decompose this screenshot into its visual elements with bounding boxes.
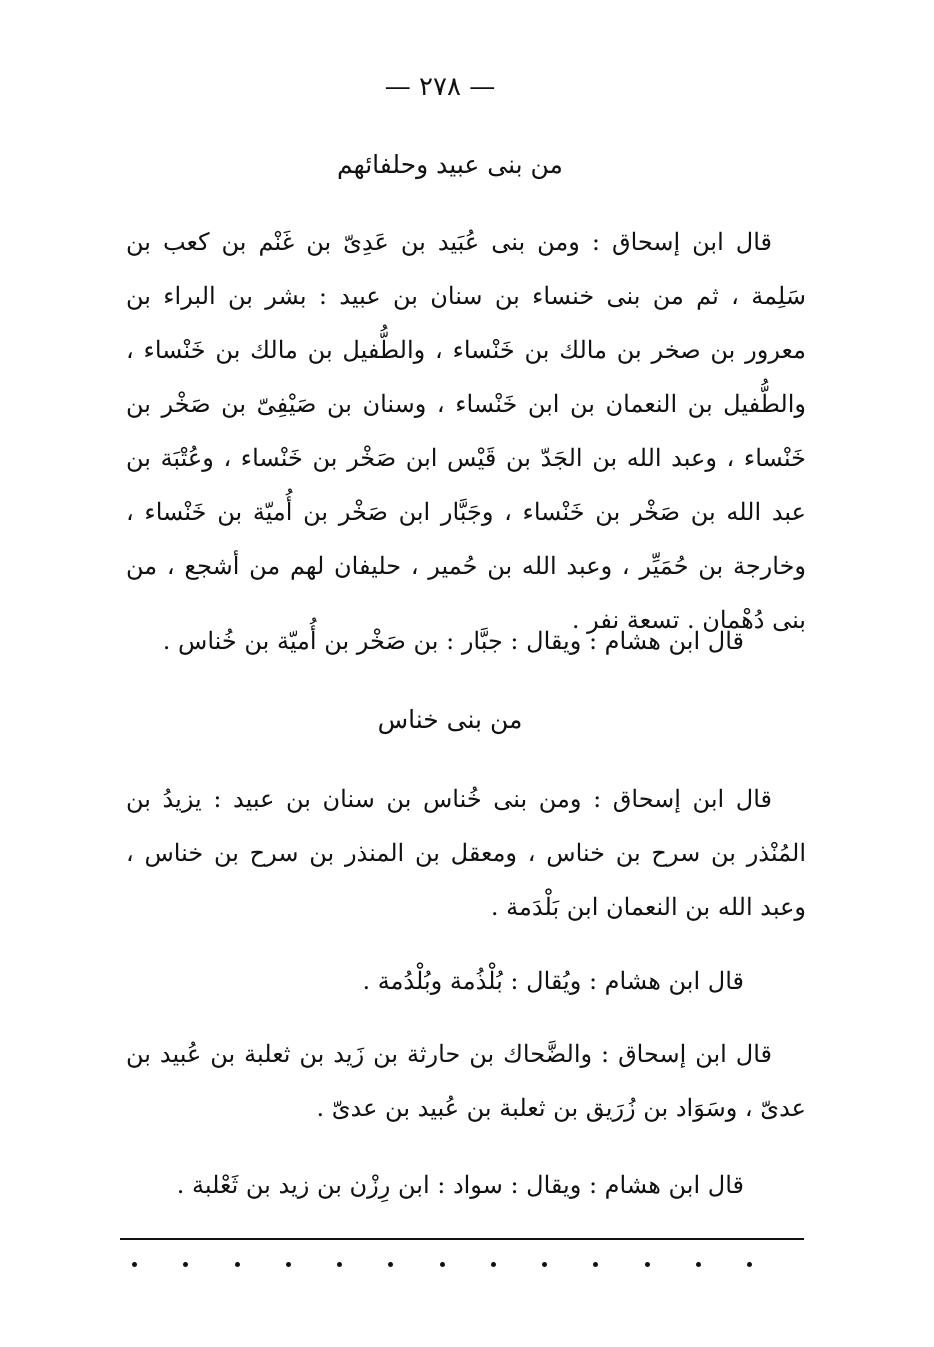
footer-dot [645,1262,650,1267]
paragraph-bani-khunas: قال ابن إسحاق : ومن بنى خُناس بن سنان بن عبيد : يزيدُ بن المُنْذر بن سرح بن خناس ، ومعقل بن المنذر بن سرح بن خناس ، وعبد الله بن النعمان ابن بَلْدَمة . [126,785,806,921]
paragraph-dahhak-sawad: قال ابن إسحاق : والضَّحاك بن حارثة بن زَيد بن ثعلبة بن عُبيد بن عدىّ ، وسَوَاد بن زُرَيق بن ثعلبة بن عُبيد بن عدىّ . [126,1040,806,1122]
footer-dot [235,1262,240,1267]
footer-dot [337,1262,342,1267]
footer-dot [286,1262,291,1267]
footer-dot [593,1262,598,1267]
paragraph-bani-ubaid: قال ابن إسحاق : ومن بنى عُبَيد بن عَدِىّ بن غَنْم بن كعب بن سَلِمة ، ثم من بنى خنساء بن سنان بن عبيد : بشر بن البراء بن معرور بن صخر بن مالك بن خَنْساء ، والطُّفيل بن مالك بن خَنْساء ، والطُّفيل بن النعمان بن ابن خَنْساء ، وسنان بن صَيْفِىّ بن صَخْر بن خَنْساء ، وعبد الله بن الجَدّ بن قَيْس ابن صَخْر بن خَنْساء ، وعُتْبَة بن عبد الله بن صَخْر بن خَنْساء ، وجَبَّار ابن صَخْر بن أُميّة بن خَنْساء ، وخارجة بن حُمَيِّر ، وعبد الله بن حُمير ، حليفان لهم من أشجع ، من بنى دُهْمان . تسعة نفر . [126,228,806,634]
note-ibn-hisham-buldhuma: قال ابن هشام : ويُقال : بُلْذُمة وبُلْدُمة . [362,967,744,995]
footer-dot [132,1262,137,1267]
note-ibn-hisham-sawad: قال ابن هشام : ويقال : سواد : ابن رِزْن بن زيد بن ثَعْلبة . [176,1171,744,1199]
footer-dot [491,1262,496,1267]
footer-dot [388,1262,393,1267]
footer-dot [440,1262,445,1267]
footer-rule [120,1238,804,1240]
footer-dot [542,1262,547,1267]
footer-dot [747,1262,752,1267]
section-heading-bani-khunas: من بنى خناس [377,705,523,734]
section-heading-bani-ubaid: من بنى عبيد وحلفائهم [337,150,563,179]
page-number: — ٢٧٨ — [384,72,496,102]
note-ibn-hisham-jabbar: قال ابن هشام : ويقال : جبَّار : بن صَخْر بن أُميّة بن خُناس . [162,627,744,655]
footer-dot [696,1262,701,1267]
footer-dot-row [132,1262,752,1267]
footer-dot [183,1262,188,1267]
